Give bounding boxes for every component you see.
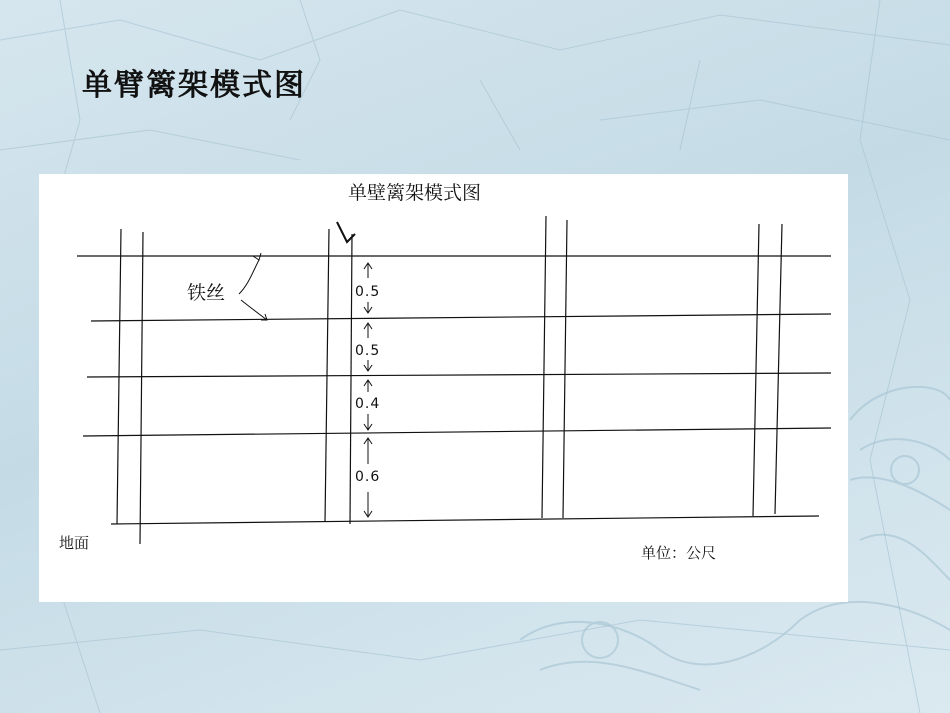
post-1b — [140, 232, 143, 544]
spacing-label-4: 0.6 — [355, 469, 381, 485]
diagram-title: 单壁篱架模式图 — [348, 182, 482, 204]
unit-label: 单位：公尺 — [641, 544, 717, 562]
spacing-label-1: 0.5 — [355, 284, 381, 300]
wire-line-4 — [83, 428, 831, 436]
ground-line — [111, 516, 819, 524]
wire-line-3 — [87, 373, 831, 377]
wire-label-leaders — [239, 253, 267, 320]
post-2b — [350, 234, 352, 524]
post-4a — [753, 224, 759, 516]
post-4b — [775, 224, 782, 514]
trellis-diagram — [39, 174, 848, 602]
post-3b — [563, 220, 567, 518]
diagram-panel — [39, 174, 848, 602]
spacing-label-3: 0.4 — [355, 396, 381, 412]
ground-label: 地面 — [59, 534, 90, 552]
wire-line-2 — [91, 314, 831, 321]
post-3a — [542, 216, 546, 518]
slide-title: 单臂篱架模式图 — [82, 68, 306, 103]
wire-label: 铁丝 — [187, 282, 226, 304]
spacing-label-2: 0.5 — [355, 343, 381, 359]
